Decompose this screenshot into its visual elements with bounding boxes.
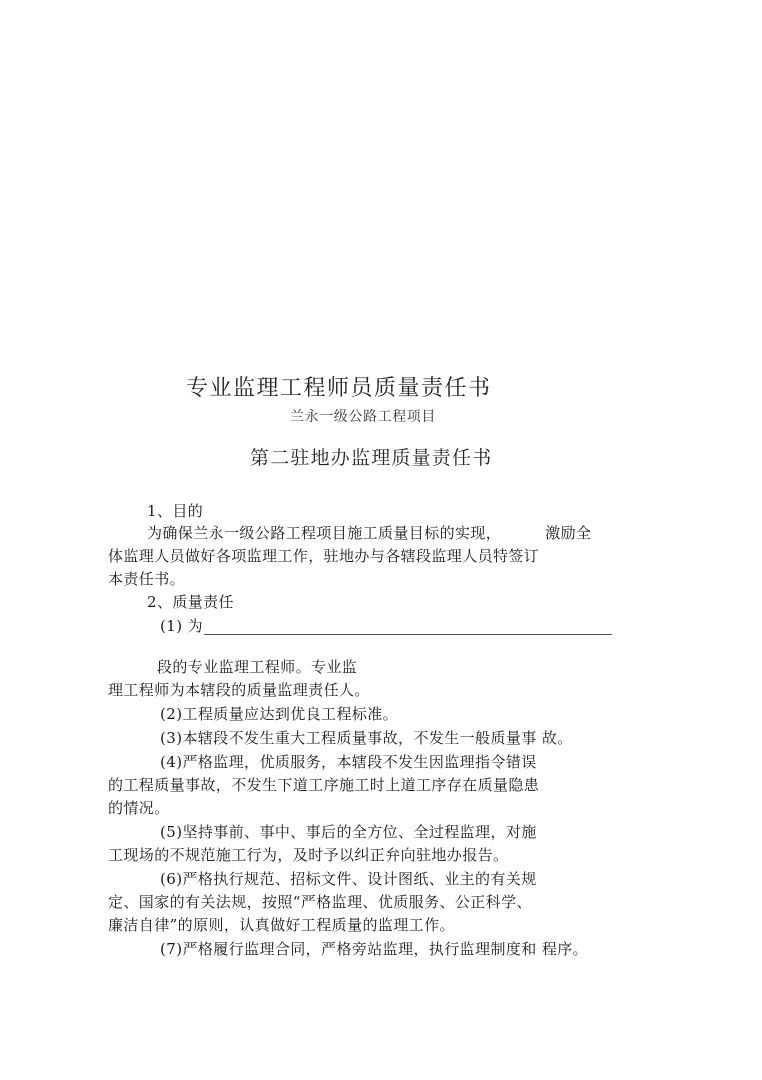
section-1-paragraph-line-1 <box>147 524 591 542</box>
item-2-text: 工程质量应达到优良工程标准。 <box>182 705 399 723</box>
section-2-heading: 2、质量责任 <box>147 593 234 611</box>
item-1-prefix: 为 <box>187 617 204 635</box>
document-title: 专业监理工程师员质量责任书 <box>186 376 492 401</box>
item-7-number: (7) <box>160 940 183 958</box>
section-1-paragraph-line-2: 体监理人员做好各项监理工作，驻地办与各辖段监理人员特签订 <box>108 547 540 565</box>
item-4-line-2: 的工程质量事故，不发生下道工序施工时上道工序存在质量隐患 <box>108 776 540 794</box>
section-1-text-1b: 激励全 <box>545 524 592 542</box>
item-1-number: (1) <box>160 617 183 635</box>
item-3-number: (3) <box>160 729 183 747</box>
item-1-line-1 <box>160 617 612 635</box>
item-5-line-2: 工现场的不规范施工行为，及时予以纠正弁向驻地办报告。 <box>108 846 509 864</box>
item-5-number: (5) <box>160 823 183 841</box>
item-2-number: (2) <box>160 705 183 723</box>
item-5-line-1 <box>160 823 537 841</box>
item-3-text: 本辖段不发生重大工程质量事故，不发生一般质量事 故。 <box>182 729 573 747</box>
item-6-text-1: 严格执行规范、招标文件、设计图纸、业主的有关规 <box>182 870 537 888</box>
item-4-text-1: 严格监理，优质服务，本辖段不发生因监理指令错误 <box>182 753 537 771</box>
item-4-number: (4) <box>160 753 183 771</box>
item-7-text: 严格履行监理合同，严格旁站监理，执行监理制度和 程序。 <box>182 940 589 958</box>
item-5-text-1: 坚持事前、事中、事后的全方位、全过程监理，对施 <box>182 823 537 841</box>
item-1-line-3: 理工程师为本辖段的质量监理责任人。 <box>108 681 370 699</box>
item-6-line-1 <box>160 870 537 888</box>
section-1-paragraph-line-3: 本责任书。 <box>108 570 186 588</box>
item-1-line-2: 段的专业监理工程师。专业监 <box>157 658 358 676</box>
item-3 <box>160 729 573 747</box>
item-6-line-3: 廉洁自律”的原则，认真做好工程质量的监理工作。 <box>108 916 455 934</box>
section-name-blank-field[interactable] <box>204 620 612 635</box>
section-1-heading: 1、目的 <box>147 502 204 520</box>
item-6-number: (6) <box>160 870 183 888</box>
item-7 <box>160 940 588 958</box>
item-2 <box>160 705 398 723</box>
item-4-line-1 <box>160 753 537 771</box>
item-6-line-2: 定、国家的有关法规，按照“严格监理、优质服务、公正科学、 <box>108 893 532 911</box>
project-subtitle: 兰永一级公路工程项目 <box>290 409 436 425</box>
item-4-line-3: 的情况。 <box>108 799 170 817</box>
section-main-heading: 第二驻地办监理质量责任书 <box>250 447 493 469</box>
section-1-text-1a: 为确保兰永一级公路工程项目施工质量目标的实现， <box>147 524 502 542</box>
